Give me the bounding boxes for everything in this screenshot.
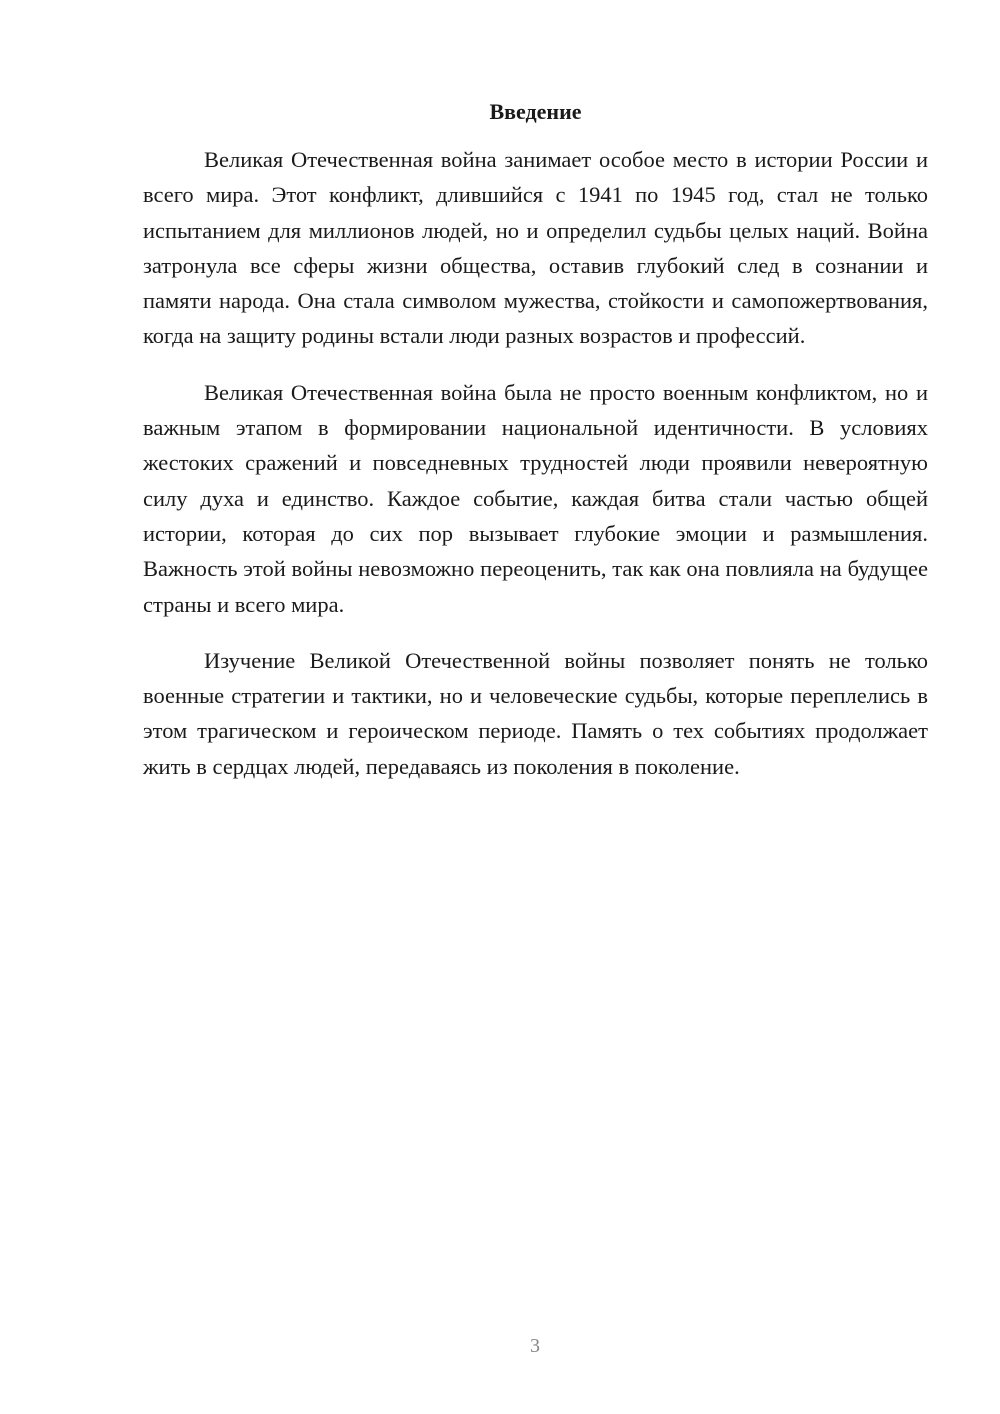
paragraph-2: Великая Отечественная война была не просто военным конфликтом, но и важным этапом в формировании национальной идентичности. В условиях жестоких сражений и повседневных трудностей люди проявили невероятную силу духа и единство. Каждое событие, каждая битва стали частью общей истории, которая до сих пор вызывает глубокие эмоции и размышления. Важность этой войны невозможно переоценить, так как она повлияла на будущее страны и всего мира. (143, 379, 928, 617)
body-text (143, 142, 928, 805)
page-number: 3 (530, 1335, 540, 1357)
paragraph-1: Великая Отечественная война занимает особое место в истории России и всего мира. Этот конфликт, длившийся с 1941 по 1945 год, стал не только испытанием для миллионов людей, но и определил судьбы целых наций. Война затронула все сферы жизни общества, оставив глубокий след в сознании и памяти народа. Она стала символом мужества, стойкости и самопожертвования, когда на защиту родины встали люди разных возрастов и профессий. (143, 147, 928, 349)
section-heading: Введение (489, 99, 582, 124)
paragraph-3: Изучение Великой Отечественной войны позволяет понять не только военные стратегии и тактики, но и человеческие судьбы, которые переплелись в этом трагическом и героическом периоде. Память о тех событиях продолжает жить в сердцах людей, передаваясь из поколения в поколение. (143, 647, 928, 779)
